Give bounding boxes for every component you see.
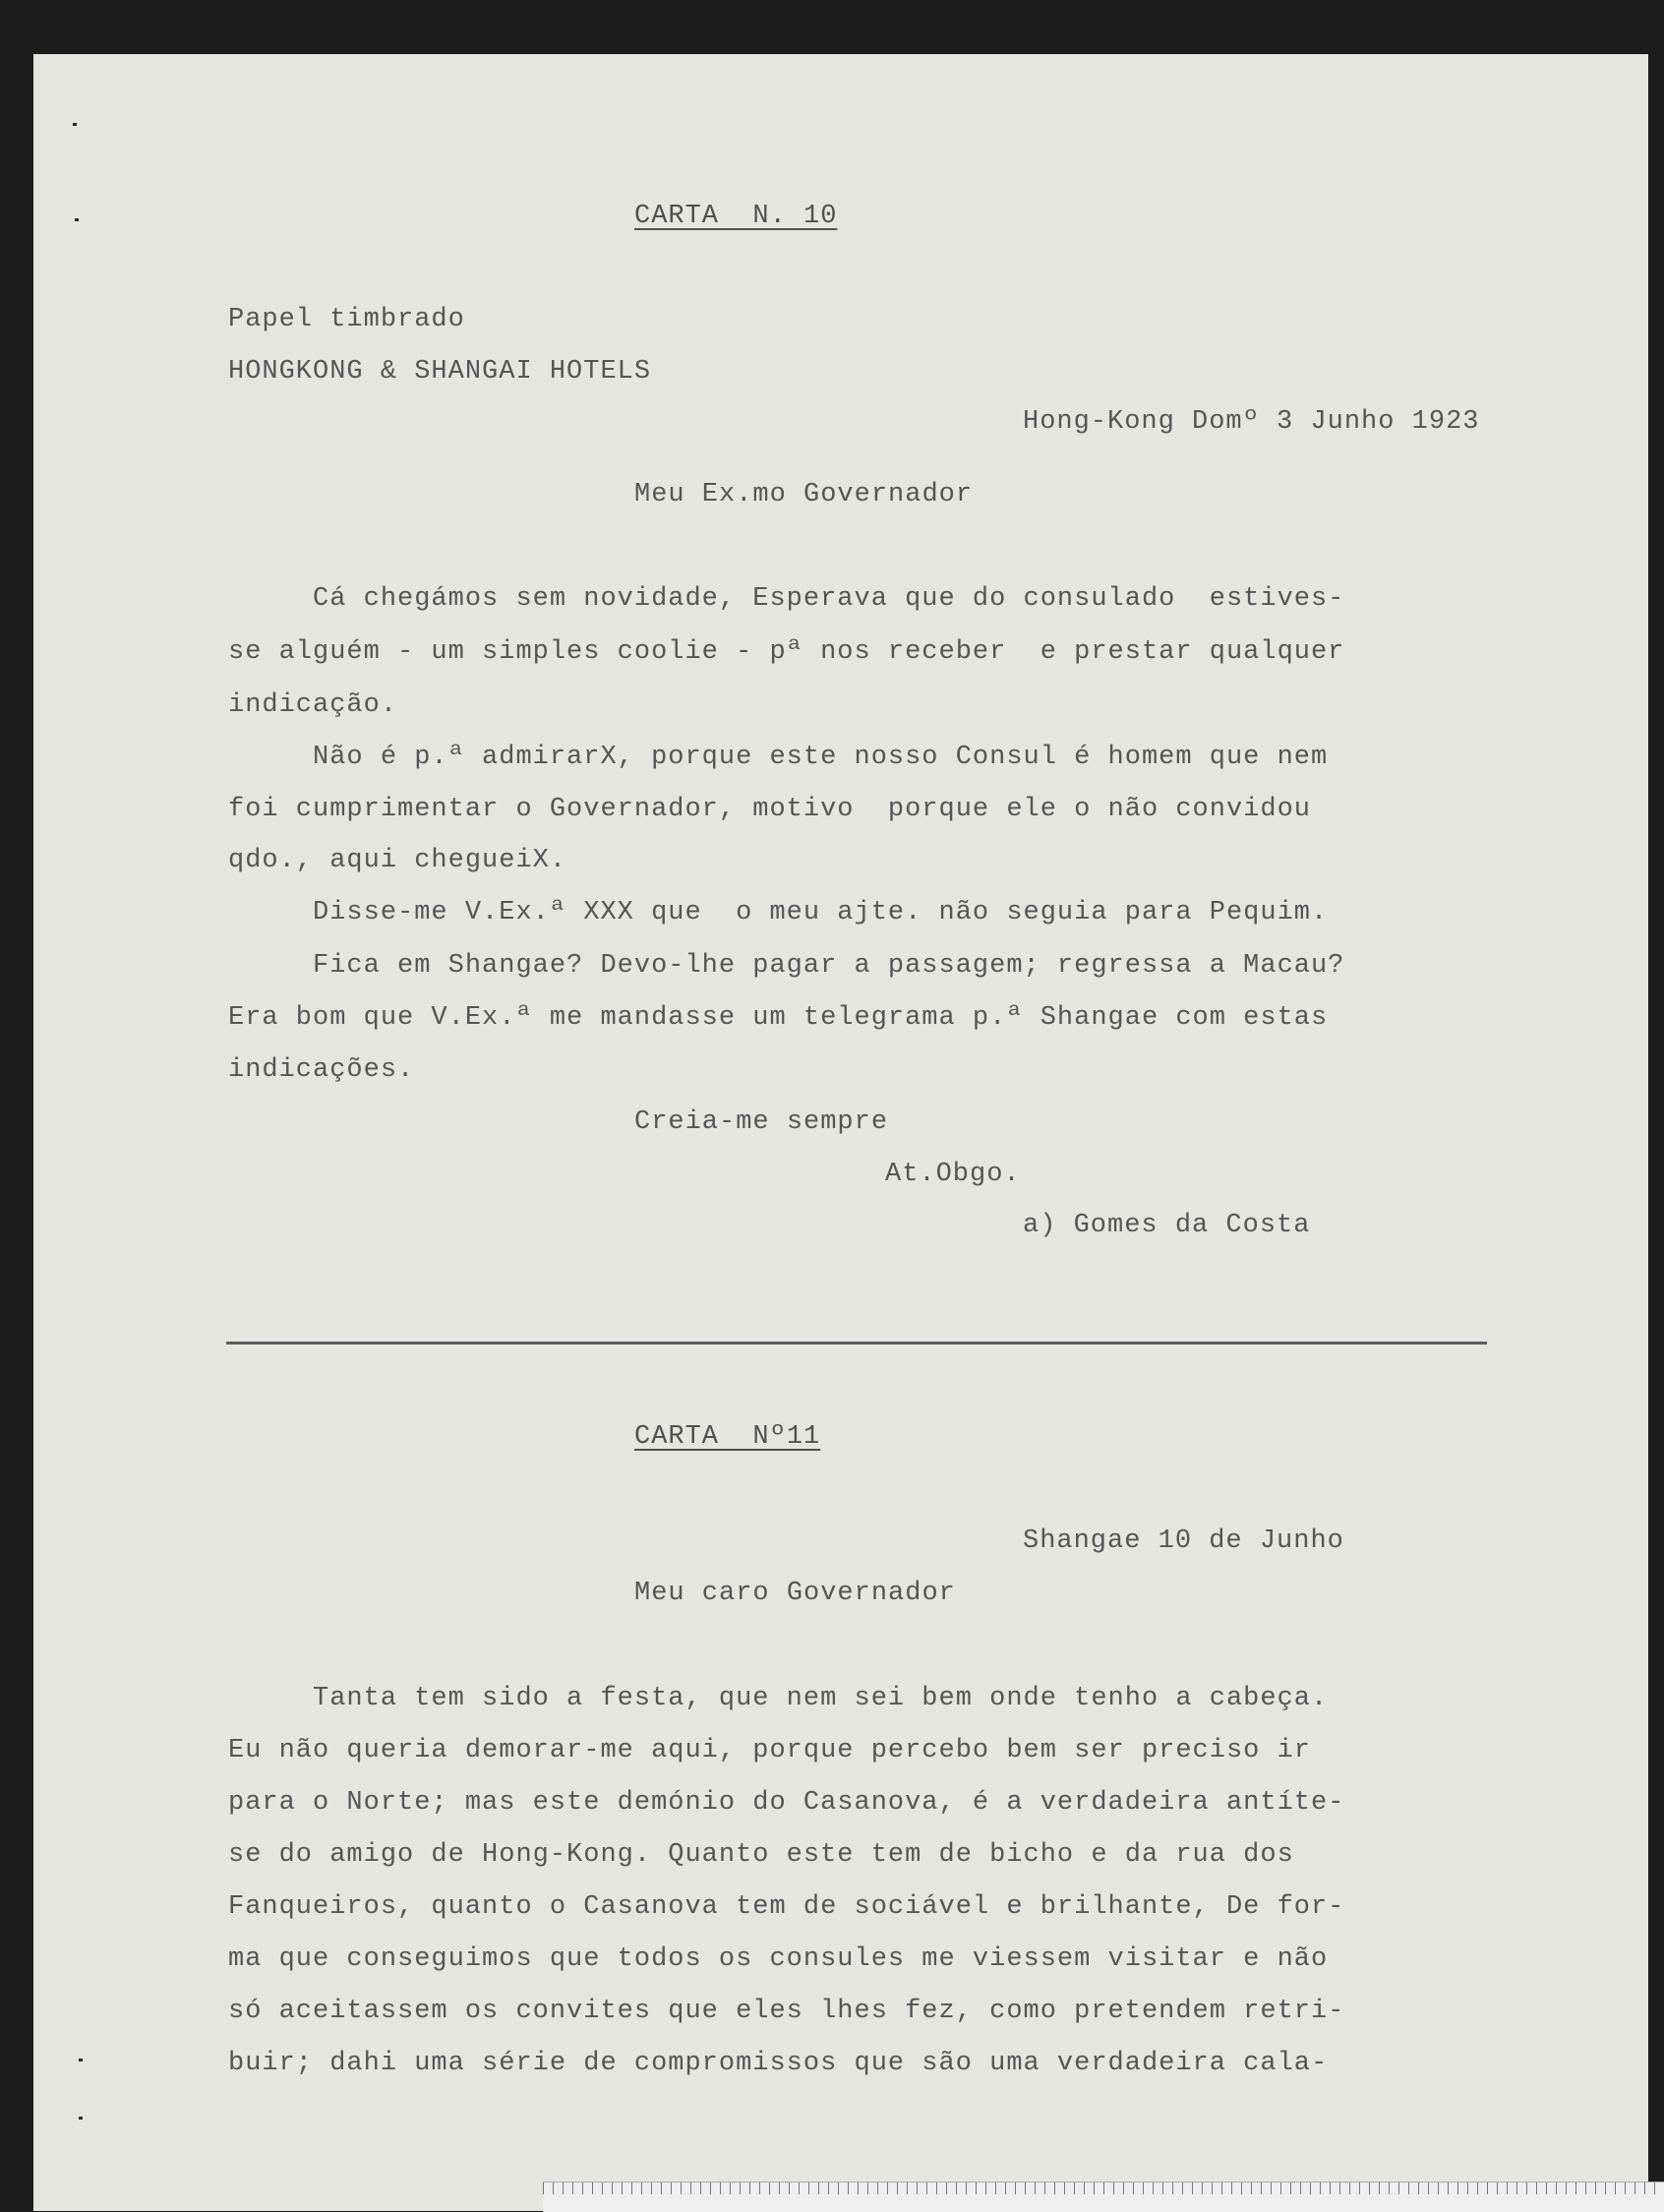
- letter11-line: Eu não queria demorar-me aqui, porque percebo bem ser preciso ir: [228, 1736, 1311, 1765]
- letter10-line: Fica em Shangae? Devo-lhe pagar a passagem; regressa a Macau?: [228, 951, 1345, 981]
- letter10-line: Era bom que V.Ex.ª me mandasse um telegrama p.ª Shangae com estas: [228, 1003, 1329, 1033]
- letter11-salutation: Meu caro Governador: [634, 1579, 956, 1608]
- letter11-line: só aceitassem os convites que eles lhes fez, como pretendem retri-: [228, 1997, 1345, 2026]
- letter11-line: Tanta tem sido a festa, que nem sei bem onde tenho a cabeça.: [228, 1684, 1329, 1713]
- margin-mark: [73, 123, 77, 126]
- margin-mark: [79, 2117, 83, 2120]
- letter10-line: Disse-me V.Ex.ª XXX que o meu ajte. não seguia para Pequim.: [228, 898, 1329, 927]
- letter11-line: se do amigo de Hong-Kong. Quanto este tem de bicho e da rua dos: [228, 1840, 1294, 1870]
- letter10-line: qdo., aqui chegueiX.: [228, 846, 567, 875]
- letter11-line: ma que conseguimos que todos os consules me viessem visitar e não: [228, 1944, 1329, 1974]
- letter10-title: CARTA N. 10: [634, 202, 838, 231]
- letter10-closing-abbrev: At.Obgo.: [885, 1160, 1021, 1189]
- letter11-date: Shangae 10 de Junho: [1023, 1526, 1344, 1556]
- letter10-line: indicações.: [228, 1055, 415, 1085]
- letterhead-label: Papel timbrado: [228, 305, 465, 334]
- letter11-line: buir; dahi uma série de compromissos que são uma verdadeira cala-: [228, 2049, 1329, 2078]
- letter10-line: Cá chegámos sem novidade, Esperava que do consulado estives-: [228, 584, 1345, 614]
- letter10-signature: a) Gomes da Costa: [1023, 1211, 1311, 1240]
- letter10-closing: Creia-me sempre: [634, 1107, 889, 1137]
- section-divider: [226, 1342, 1487, 1345]
- letter10-line: indicação.: [228, 690, 398, 720]
- letter10-line: foi cumprimentar o Governador, motivo porque ele o não convidou: [228, 795, 1311, 824]
- letter10-date: Hong-Kong Domº 3 Junho 1923: [1023, 407, 1480, 437]
- scan-ruler: [543, 2182, 1664, 2212]
- letterhead-hotel: HONGKONG & SHANGAI HOTELS: [228, 357, 652, 387]
- letter10-line: se alguém - um simples coolie - pª nos receber e prestar qualquer: [228, 637, 1345, 667]
- margin-mark: [79, 2059, 83, 2062]
- letter10-salutation: Meu Ex.mo Governador: [634, 480, 974, 509]
- letter11-title: CARTA Nº11: [634, 1422, 821, 1452]
- margin-mark: [75, 218, 79, 221]
- letter11-line: Fanqueiros, quanto o Casanova tem de sociável e brilhante, De for-: [228, 1892, 1345, 1922]
- letter10-line: Não é p.ª admirarX, porque este nosso Consul é homem que nem: [228, 743, 1329, 772]
- letter11-line: para o Norte; mas este demónio do Casanova, é a verdadeira antíte-: [228, 1788, 1345, 1818]
